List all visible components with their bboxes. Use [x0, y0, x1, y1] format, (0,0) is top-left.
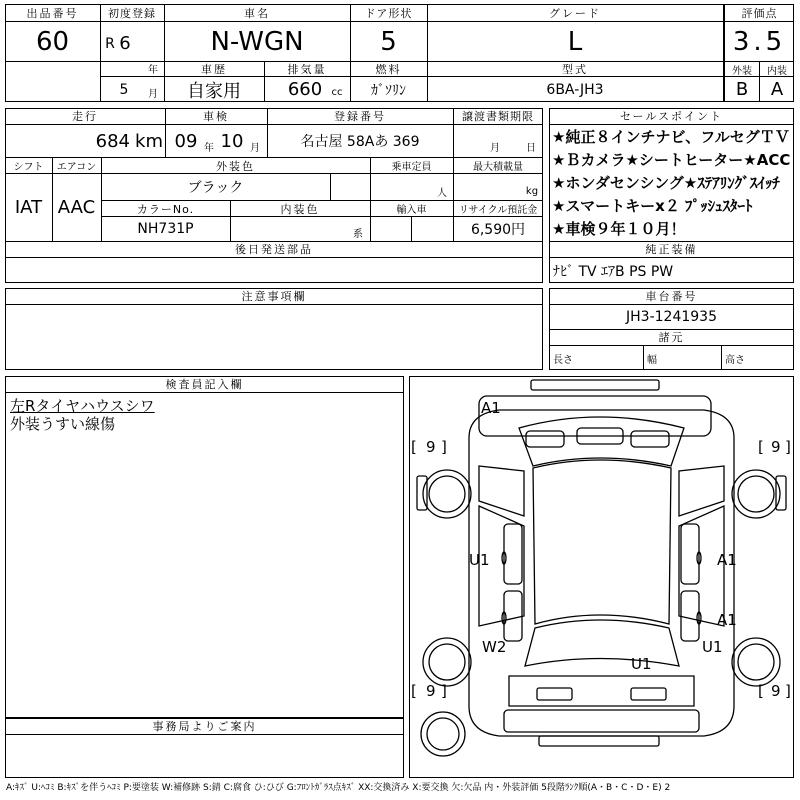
tire-rr: 9	[771, 682, 781, 700]
lot-no-header: 出品番号	[26, 6, 79, 20]
genuine-header: 純正装備	[645, 243, 698, 256]
damage-rear-center: U1	[631, 655, 652, 673]
interior-score: A	[770, 79, 784, 100]
mileage-value: 684	[95, 130, 130, 152]
dimensions-header: 諸元	[658, 331, 685, 344]
load-unit: kg	[525, 185, 539, 197]
chassis-value: JH3-1241935	[626, 309, 717, 325]
exterior-score: B	[735, 79, 749, 100]
displacement-header: 排気量	[287, 63, 327, 76]
color-no-value: NH731P	[137, 221, 194, 237]
reg-era: R	[105, 36, 115, 52]
damage-front: A1	[481, 399, 501, 417]
displacement-value: 660	[287, 79, 323, 100]
first-reg-header: 初度登録	[108, 6, 156, 20]
length-label: 長さ	[553, 354, 573, 366]
int-color-suffix: 系	[353, 228, 363, 239]
grade-header: グレード	[549, 6, 601, 20]
reg-month: 5	[119, 81, 129, 98]
plate-value: 名古屋 58Aあ 369	[300, 134, 420, 150]
insp-month-unit: 月	[250, 142, 260, 154]
inspector-note-2: 外装うすい線傷	[10, 415, 116, 433]
damage-right-front: A1	[717, 551, 737, 569]
shift-header: シフト	[13, 162, 44, 173]
history-value: 自家用	[187, 80, 241, 102]
transfer-month: 月	[490, 142, 500, 154]
displacement-unit: cc	[331, 86, 343, 98]
mileage-header: 走行	[72, 110, 98, 123]
sales-point-3: ★ホンダセンシング★ｽﾃｱﾘﾝｸﾞｽｲｯﾁ	[552, 174, 780, 192]
mileage-unit: km	[135, 130, 163, 152]
tire-rl-open-bracket: [	[411, 682, 417, 700]
sales-point-1: ★純正８インチナビ、フルセグＴＶ	[552, 128, 790, 146]
interior-header: 内装	[767, 65, 787, 76]
inspection-header: 車検	[203, 110, 229, 123]
fuel-header: 燃料	[375, 63, 402, 76]
color-no-header: カラーNo.	[136, 202, 195, 216]
score-header: 評価点	[741, 6, 778, 20]
transfer-day: 日	[526, 142, 536, 154]
model-value: 6BA-JH3	[546, 81, 604, 98]
aircon-header: エアコン	[56, 162, 97, 173]
tire-fl-close-bracket: ]	[441, 438, 447, 456]
legend: A:ｷｽﾞ U:ﾍｺﾐ B:ｷｽﾞを伴うﾍｺﾐ P:要塗装 W:補修跡 S:錆 C:腐食 ひ:ひび G:ﾌﾛﾝﾄｶﾞﾗｽ点ｷｽﾞ XX:交換済み X:要交換 欠:欠品 内・外装評価 5段階ﾗﾝｸ順(A・B・C・D・E) 2	[6, 783, 671, 793]
score-value: 3.5	[732, 26, 787, 57]
exterior-header: 外装	[732, 65, 752, 76]
tire-fr: 9	[771, 438, 781, 456]
office-header: 事務局よりご案内	[152, 720, 257, 733]
tire-rr-open-bracket: [	[758, 682, 764, 700]
tire-fr-open-bracket: [	[758, 438, 764, 456]
plate-header: 登録番号	[334, 110, 386, 123]
sales-points-header: セールスポイント	[619, 110, 723, 123]
damage-right-rear: U1	[702, 638, 723, 656]
sales-point-5: ★車検９年１０月！	[552, 220, 686, 238]
notes-header: 注意事項欄	[241, 290, 307, 303]
car-diagram	[409, 376, 794, 778]
month-unit: 月	[148, 88, 158, 100]
shift-value: IAT	[14, 197, 43, 218]
sales-point-4: ★スマートキーx２ ﾌﾟｯｼｭｽﾀｰﾄ	[552, 197, 753, 215]
inspector-header: 検査員記入欄	[165, 378, 244, 391]
sales-point-2: ★Ｂカメラ★シートヒーター★ACC	[552, 151, 791, 169]
door-header: ドア形状	[364, 6, 413, 20]
fuel-value: ｶﾞｿﾘﾝ	[371, 82, 406, 99]
history-header: 車歴	[201, 63, 227, 76]
model-header: 型式	[562, 63, 588, 76]
int-color-header: 内装色	[280, 202, 320, 216]
inspector-note-1: 左Rタイヤハウスシワ	[10, 397, 155, 415]
reg-year: 6	[119, 32, 131, 54]
grade-value: L	[567, 26, 583, 57]
tire-fl-open-bracket: [	[411, 438, 417, 456]
damage-right-rear-door: A1	[717, 611, 737, 629]
recycle-value: 6,590円	[470, 222, 526, 238]
damage-left-rear: W2	[482, 638, 507, 656]
ext-color-header: 外装色	[216, 159, 255, 173]
recycle-header: リサイクル預託金	[458, 205, 538, 216]
transfer-header: 譲渡書類期限	[462, 110, 534, 123]
capacity-header: 乗車定員	[391, 162, 432, 173]
tire-fr-close-bracket: ]	[785, 438, 791, 456]
insp-month: 10	[220, 130, 244, 152]
max-load-header: 最大積載量	[473, 162, 523, 173]
damage-left-front: U1	[469, 551, 490, 569]
tire-fl: 9	[426, 438, 436, 456]
insp-year: 09	[174, 130, 198, 152]
tire-rl: 9	[426, 682, 436, 700]
capacity-unit: 人	[437, 187, 447, 198]
height-label: 高さ	[725, 354, 745, 366]
car-name-value: N-WGN	[210, 26, 304, 57]
tire-rr-close-bracket: ]	[785, 682, 791, 700]
genuine-value: ﾅﾋﾞ TV ｴｱB PS PW	[553, 263, 674, 280]
lot-no-value: 60	[35, 26, 70, 57]
year-unit: 年	[148, 64, 158, 76]
insp-year-unit: 年	[204, 142, 214, 154]
width-label: 幅	[647, 354, 657, 366]
aircon-value: AAC	[57, 197, 96, 218]
chassis-header: 車台番号	[645, 290, 698, 303]
later-parts-header: 後日発送部品	[235, 243, 313, 256]
car-name-header: 車名	[244, 6, 270, 20]
door-value: 5	[380, 26, 397, 57]
import-header: 輸入車	[396, 205, 427, 216]
ext-color-value: ブラック	[187, 180, 244, 196]
tire-rl-close-bracket: ]	[441, 682, 447, 700]
